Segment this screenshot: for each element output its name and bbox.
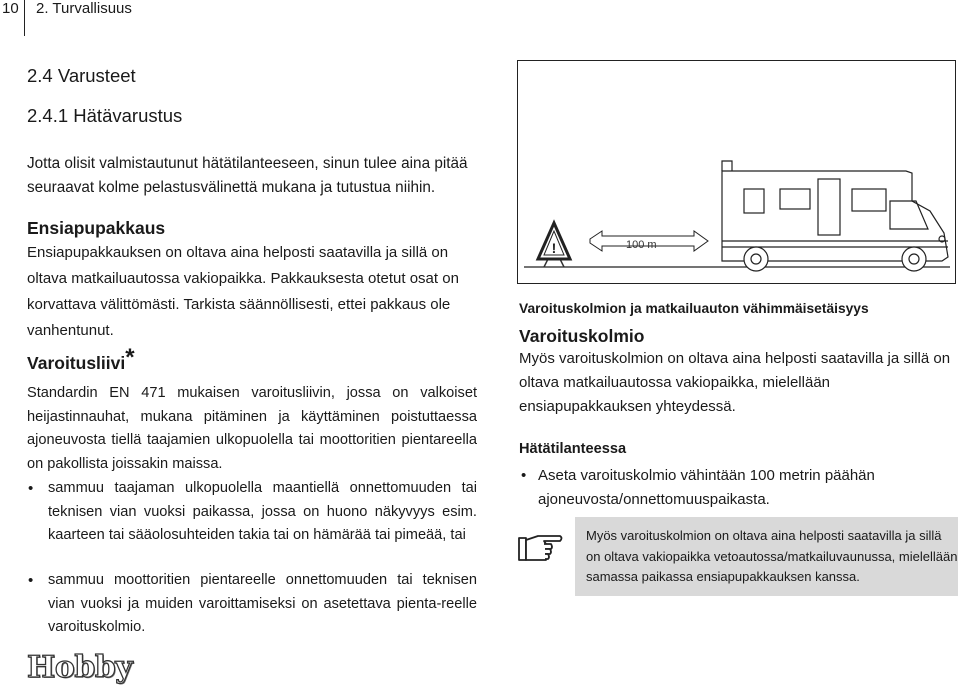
list-item: • sammuu taajaman ulkopuolella maantiellä onnettomuuden tai teknisen vian vuoksi paikassa, jossa on huono näkyvyys esim. kaarteen tai sääolosuhteiden takia tai on hämärää tai pimeää, tai — [27, 477, 477, 548]
pointing-hand-icon — [518, 526, 564, 566]
emergency-bullet-list — [519, 464, 959, 512]
note-text: Myös varoituskolmion on oltava aina helposti saatavilla ja sillä on oltava vakiopaikka vetoautossa/matkailuvaunussa, mielellään samassa paikassa ensiapupakkauksen kanssa. — [586, 528, 958, 584]
illustration-frame — [517, 60, 956, 284]
vest-body: Standardin EN 471 mukaisen varoitusliivin, jossa on valkoiset heijastinnauhat, mukana pitäminen ja käyttäminen poistuttaessa ajoneuvosta tiellä taajamien ulkopuolella tai moottoritien pientareella on pakollista joissakin maissa. — [27, 385, 477, 472]
chapter-title: 2. Turvallisuus — [36, 0, 132, 17]
triangle-title: Varoituskolmio — [519, 326, 645, 346]
brand-logo: Hobby — [27, 650, 133, 685]
triangle-body: Myös varoituskolmion on oltava aina helposti saatavilla ja sillä on oltava matkailuautossa vakiopaikka, mielellään ensiapupakkauksen yhteydessä. — [519, 350, 951, 415]
motorhome-illustration — [722, 161, 948, 271]
first-aid-title: Ensiapupakkaus — [27, 218, 166, 238]
illustration-svg — [518, 61, 955, 283]
svg-text:!: ! — [551, 240, 557, 256]
first-aid-body: Ensiapupakkauksen on oltava aina helposti saatavilla ja sillä on oltava matkailuautossa vakiopaikka. Pakkauksesta otetut osat on korvattava välittömästi. Tarkista säännöllisesti, ettei pakkaus ole vanhentunut. — [27, 244, 459, 339]
illustration-caption: Varoituskolmion ja matkailuauton vähimmäisetäisyys — [519, 301, 869, 316]
page-header — [0, 0, 960, 36]
vest-title-mark: * — [125, 344, 135, 371]
note-box — [575, 517, 958, 596]
intro-paragraph: Jotta olisit valmistautunut hätätilanteeseen, sinun tulee aina pitää seuraavat kolme pelastusvälinettä mukana ja tutustua niihin. — [27, 155, 468, 196]
page-number: 10 — [2, 0, 19, 17]
warning-triangle-icon — [538, 223, 570, 267]
vest-bullet-list-2 — [27, 569, 477, 640]
list-item: • sammuu moottoritien pientareelle onnettomuuden tai teknisen vian vuoksi ja muiden varoittamiseksi on asetettava pienta-reelle varoituskolmio. — [27, 569, 477, 640]
vest-bullet-list-1 — [27, 477, 477, 548]
vest-title — [27, 344, 135, 374]
distance-label: 100 m — [626, 239, 657, 251]
vest-title-text: Varoitusliivi — [27, 353, 126, 373]
section-heading-2-4-1: 2.4.1 Hätävarustus — [27, 105, 183, 126]
section-heading-2-4: 2.4 Varusteet — [27, 65, 136, 86]
list-item: • Aseta varoituskolmio vähintään 100 metrin päähän ajoneuvosta/onnettomuuspaikasta. — [519, 464, 959, 512]
header-divider — [24, 0, 25, 36]
emergency-subtitle: Hätätilanteessa — [519, 441, 627, 457]
